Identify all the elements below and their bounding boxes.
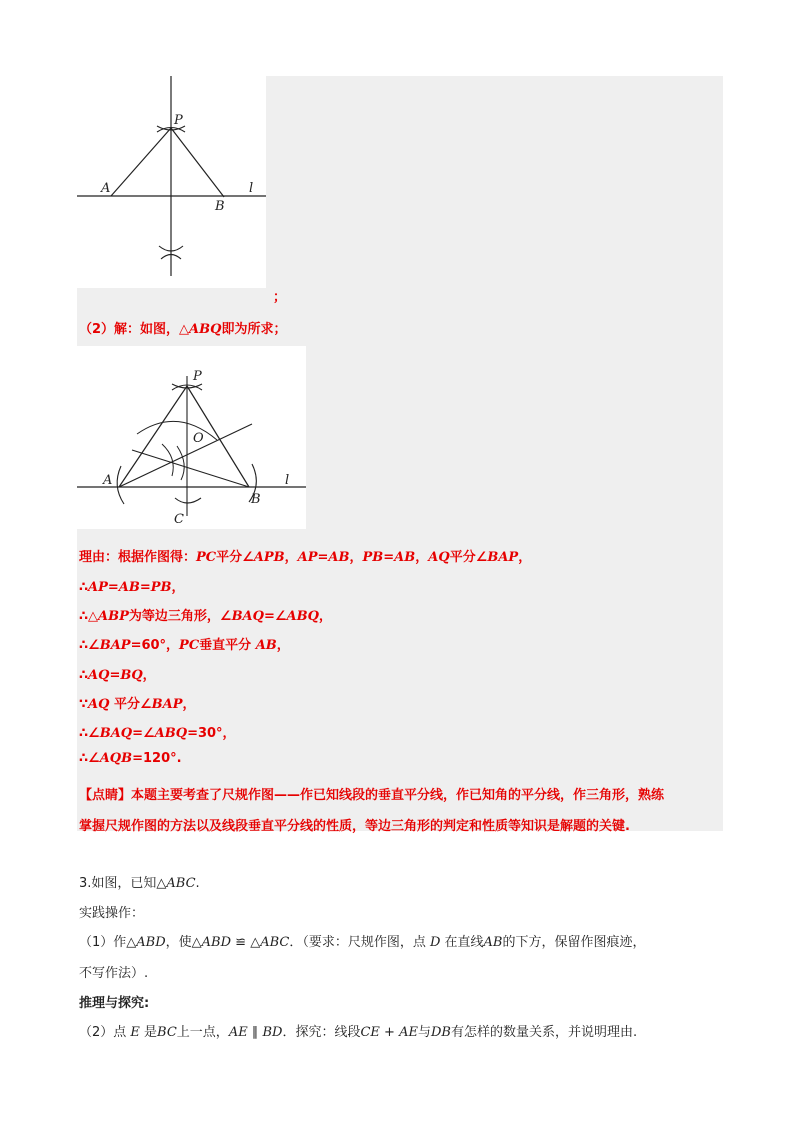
reason-line-2: ∴AP=AB=PB， <box>79 580 185 595</box>
q3-reasoning-heading: 推理与探究: <box>79 996 150 1011</box>
label-B: B <box>215 199 225 214</box>
part2-heading: （2）解：如图，△ABQ即为所求； <box>79 322 287 337</box>
label-O: O <box>193 431 204 446</box>
label-P: P <box>193 369 202 384</box>
label-C: C <box>174 512 184 527</box>
figure-1 <box>77 76 266 288</box>
q3-title: 3.如图，已知△ABC. <box>79 876 200 891</box>
label-A: A <box>101 181 111 196</box>
reason-line-8: ∴∠AQB=120°. <box>79 751 182 766</box>
reason-line-4: ∴∠BAP=60°，PC垂直平分 AB， <box>79 638 290 653</box>
label-P: P <box>174 113 183 128</box>
q3-part1-line2: 不写作法）. <box>79 966 149 981</box>
reason-line-1: 理由：根据作图得：PC平分∠APB，AP=AB，PB=AB，AQ平分∠BAP， <box>79 550 532 565</box>
comment-line-1: 【点睛】本题主要考查了尺规作图——作已知线段的垂直平分线，作已知角的平分线，作三角形，熟练 <box>79 788 665 803</box>
reason-line-5: ∴AQ=BQ， <box>79 668 156 683</box>
semicolon: ； <box>273 290 287 305</box>
label-B: B <box>251 492 261 507</box>
reason-line-3: ∴△ABP为等边三角形，∠BAQ=∠ABQ， <box>79 609 332 624</box>
comment-line-2: 掌握尺规作图的方法以及线段垂直平分线的性质，等边三角形的判定和性质等知识是解题的关键. <box>79 819 630 834</box>
label-l: l <box>285 473 290 488</box>
label-l: l <box>249 181 254 196</box>
figure-2 <box>77 346 306 529</box>
reason-line-7: ∴∠BAQ=∠ABQ=30°， <box>79 726 236 741</box>
reason-line-6: ∵AQ 平分∠BAP， <box>79 697 196 712</box>
q3-part2: （2）点 E 是BC上一点，AE ∥ BD．探究：线段CE + AE与DB有怎样的数量关系，并说明理由. <box>79 1025 638 1040</box>
label-A: A <box>103 473 113 488</box>
q3-part1-line1: （1）作△ABD，使△ABD ≌ △ABC．（要求：尺规作图，点 D 在直线AB的下方，保留作图痕迹， <box>79 935 646 950</box>
q3-practice-heading: 实践操作： <box>79 906 145 921</box>
